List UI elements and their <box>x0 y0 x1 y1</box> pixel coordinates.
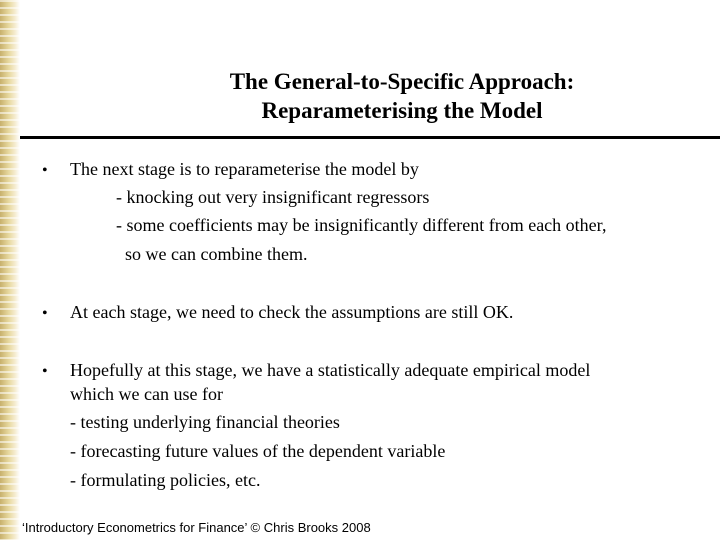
bullet-1-line-3: - some coefficients may be insignificantly different from each other, <box>116 215 607 235</box>
bullet-2-line-1: At each stage, we need to check the assumptions are still OK. <box>70 302 514 322</box>
bullet-3-line-1: Hopefully at this stage, we have a statistically adequate empirical model <box>70 360 591 380</box>
title-line-2: Reparameterising the Model <box>261 98 543 123</box>
bullet-1-line-2: - knocking out very insignificant regressors <box>116 187 430 207</box>
bullet-3-line-2: which we can use for <box>70 384 223 404</box>
bullet-3-line-5: - formulating policies, etc. <box>70 470 261 490</box>
bullet-3-line-4: - forecasting future values of the dependent variable <box>70 441 446 461</box>
bullet-marker: • <box>42 162 48 179</box>
title-line-1: The General-to-Specific Approach: <box>229 69 575 94</box>
bullet-1-line-1: The next stage is to reparameterise the model by <box>70 159 419 179</box>
bullet-3-line-3: - testing underlying financial theories <box>70 412 340 432</box>
bullet-marker: • <box>42 305 48 322</box>
bullet-marker: • <box>42 363 48 380</box>
footer-credit: ‘Introductory Econometrics for Finance’ © Chris Brooks 2008 <box>22 520 371 535</box>
bullet-1-line-4: so we can combine them. <box>125 244 308 264</box>
